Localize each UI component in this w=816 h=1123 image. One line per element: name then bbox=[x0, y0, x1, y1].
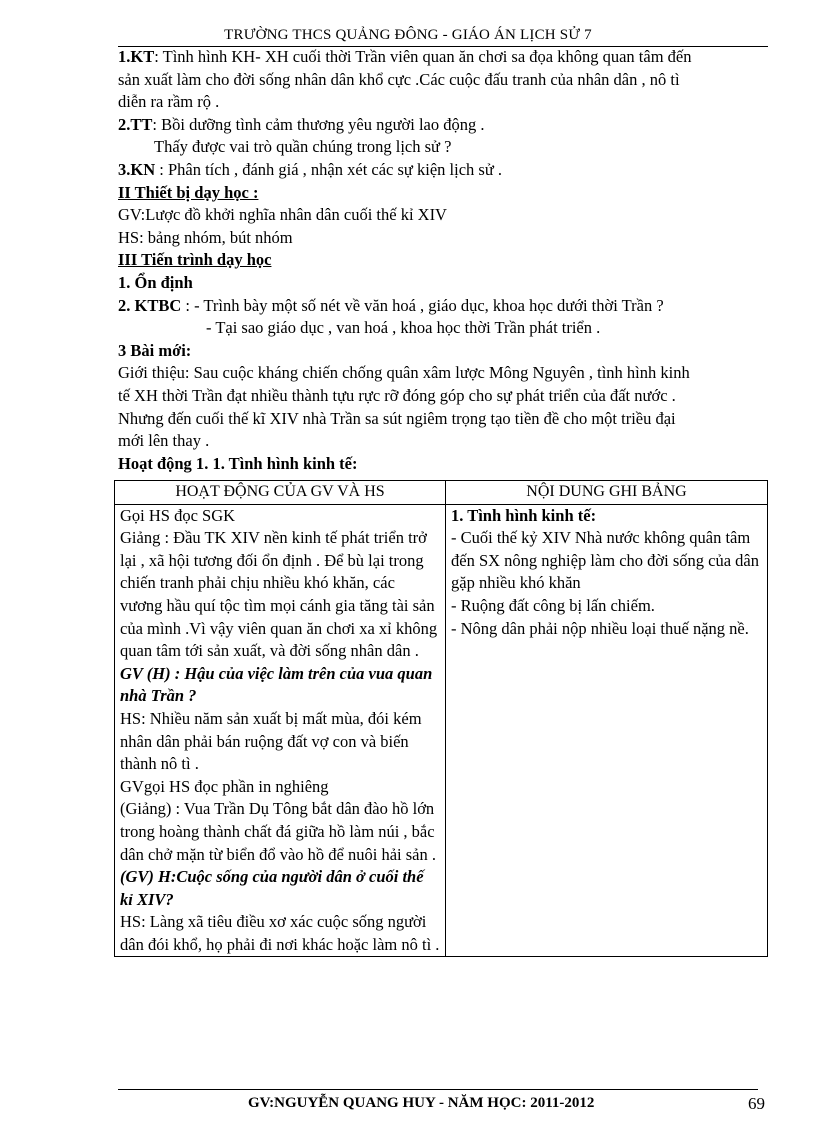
objective-knowledge bbox=[118, 46, 778, 69]
activity-table bbox=[114, 480, 768, 957]
left-lecture-2: (Giảng) : Vua Trần Dụ Tông bắt dân đào hồ lớn trong hoàng thành chất đá giữa hồ làm núi , bắc dân chở mặn từ biển đổ vào hồ để nuôi hải sản . bbox=[120, 799, 436, 864]
tt-text-2: Thấy được vai trò quần chúng trong lịch sử ? bbox=[154, 137, 452, 157]
table-head-left: HOẠT ĐỘNG CỦA GV VÀ HS bbox=[115, 481, 446, 505]
ktbc-label: 2. KTBC bbox=[118, 295, 182, 315]
board-content-cell bbox=[446, 504, 768, 957]
left-line-3: GVgọi HS đọc phần in nghiêng bbox=[120, 776, 329, 796]
left-question-1: GV (H) : Hậu của việc làm trên của vua quan nhà Trần ? bbox=[120, 663, 433, 706]
kn-label: 3.KN bbox=[118, 159, 156, 179]
table-head-right: NỘI DUNG GHI BẢNG bbox=[446, 481, 768, 505]
kt-text-1: : Tình hình KH- XH cuối thời Trần viên quan ăn chơi sa đọa không quan tâm đến bbox=[154, 47, 692, 66]
kt-text-3: diễn ra rầm rộ . bbox=[118, 92, 220, 112]
section-equipment-title: II Thiết bị dạy học : bbox=[118, 182, 259, 202]
kn-text: : Phân tích , đánh giá , nhận xét các sự kiện lịch sử . bbox=[155, 159, 503, 179]
footer-text: GV:NGUYỄN QUANG HUY - NĂM HỌC: 2011-2012 bbox=[248, 1095, 595, 1111]
right-point-1: - Cuối thế kỷ XIV Nhà nước không quân tâm đến SX nông nghiệp làm cho đời sống của dân gặp nhiều khó khăn bbox=[451, 528, 759, 593]
left-question-2: (GV) H:Cuộc sống của người dân ở cuối thế kỉ XIV? bbox=[120, 867, 424, 909]
page-number: 69 bbox=[748, 1094, 765, 1113]
activity-1-heading bbox=[118, 453, 778, 476]
left-answer-1: HS: Nhiều năm sản xuất bị mất mùa, đói kém nhân dân phải bán ruộng đất vợ con và biến thành nô tì . bbox=[120, 708, 422, 774]
tt-text-1: : Bồi dưỡng tình cảm thương yêu người lao động . bbox=[152, 114, 485, 134]
left-answer-2: HS: Làng xã tiêu điều xơ xác cuộc sống người dân đói khổ, họ phải đi nơi khác hoặc làm nô tì . bbox=[120, 912, 440, 954]
step-on-dinh: 1. Ổn định bbox=[118, 272, 193, 292]
left-lecture-1: Giảng : Đầu TK XIV nền kinh tế phát triển trở lại , xã hội tương đối ổn định . Để bù lại trong chiến tranh phải chịu nhiều khó khăn, các vương hầu quí tộc tìm mọi cánh gia tăng tài sản của mình .Vì vậy viên quan ăn chơi xa xỉ không quan tâm tới sản xuất, và đời sống nhân dân . bbox=[120, 528, 438, 661]
footer-rule bbox=[118, 1089, 758, 1090]
page-header: TRƯỜNG THCS QUẢNG ĐÔNG - GIÁO ÁN LỊCH SỬ 7 bbox=[224, 27, 592, 43]
ktbc-question-1: : - Trình bày một số nét về văn hoá , giáo dục, khoa học dưới thời Trần ? bbox=[181, 295, 664, 315]
table-header-row bbox=[115, 481, 768, 505]
right-point-2: - Ruộng đất công bị lấn chiếm. bbox=[451, 595, 655, 615]
right-point-3: - Nông dân phải nộp nhiều loại thuế nặng nề. bbox=[451, 618, 749, 638]
tt-label: 2.TT bbox=[118, 114, 153, 134]
table-row bbox=[115, 504, 768, 957]
activity-1-title: . 1. Tình hình kinh tế: bbox=[204, 453, 358, 473]
teacher-student-activity-cell bbox=[115, 504, 446, 957]
step-ktbc bbox=[118, 295, 778, 318]
right-title: 1. Tình hình kinh tế: bbox=[451, 505, 597, 525]
left-line-1: Gọi HS đọc SGK bbox=[120, 505, 236, 525]
intro-line-1: Giới thiệu: Sau cuộc kháng chiến chống quân xâm lược Mông Nguyên , tình hình kinh bbox=[118, 363, 690, 383]
step-bai-moi: 3 Bài mới: bbox=[118, 340, 192, 360]
intro-line-2: tế XH thời Trần đạt nhiều thành tựu rực rỡ đóng góp cho sự phát triển của đất nước . bbox=[118, 385, 676, 405]
equipment-hs: HS: bảng nhóm, bút nhóm bbox=[118, 227, 293, 247]
activity-1-label: Hoạt động 1 bbox=[118, 453, 205, 473]
intro-line-4: mới lên thay . bbox=[118, 431, 210, 451]
kt-text-2: sản xuất làm cho đời sống nhân dân khổ cực .Các cuộc đấu tranh của nhân dân , nô tì bbox=[118, 69, 680, 89]
ktbc-question-2: - Tại sao giáo dục , van hoá , khoa học thời Trần phát triển . bbox=[206, 318, 601, 338]
objective-skill bbox=[118, 159, 778, 182]
equipment-gv: GV:Lược đồ khởi nghĩa nhân dân cuối thế kỉ XIV bbox=[118, 205, 447, 225]
objective-attitude bbox=[118, 114, 778, 137]
intro-line-3: Nhưng đến cuối thế kĩ XIV nhà Trần sa sút ngiêm trọng tạo tiền đề cho một triều đại bbox=[118, 408, 676, 428]
section-process-title: III Tiến trình dạy học bbox=[118, 250, 272, 270]
kt-label: 1.KT bbox=[118, 47, 155, 66]
lesson-body bbox=[118, 46, 778, 475]
